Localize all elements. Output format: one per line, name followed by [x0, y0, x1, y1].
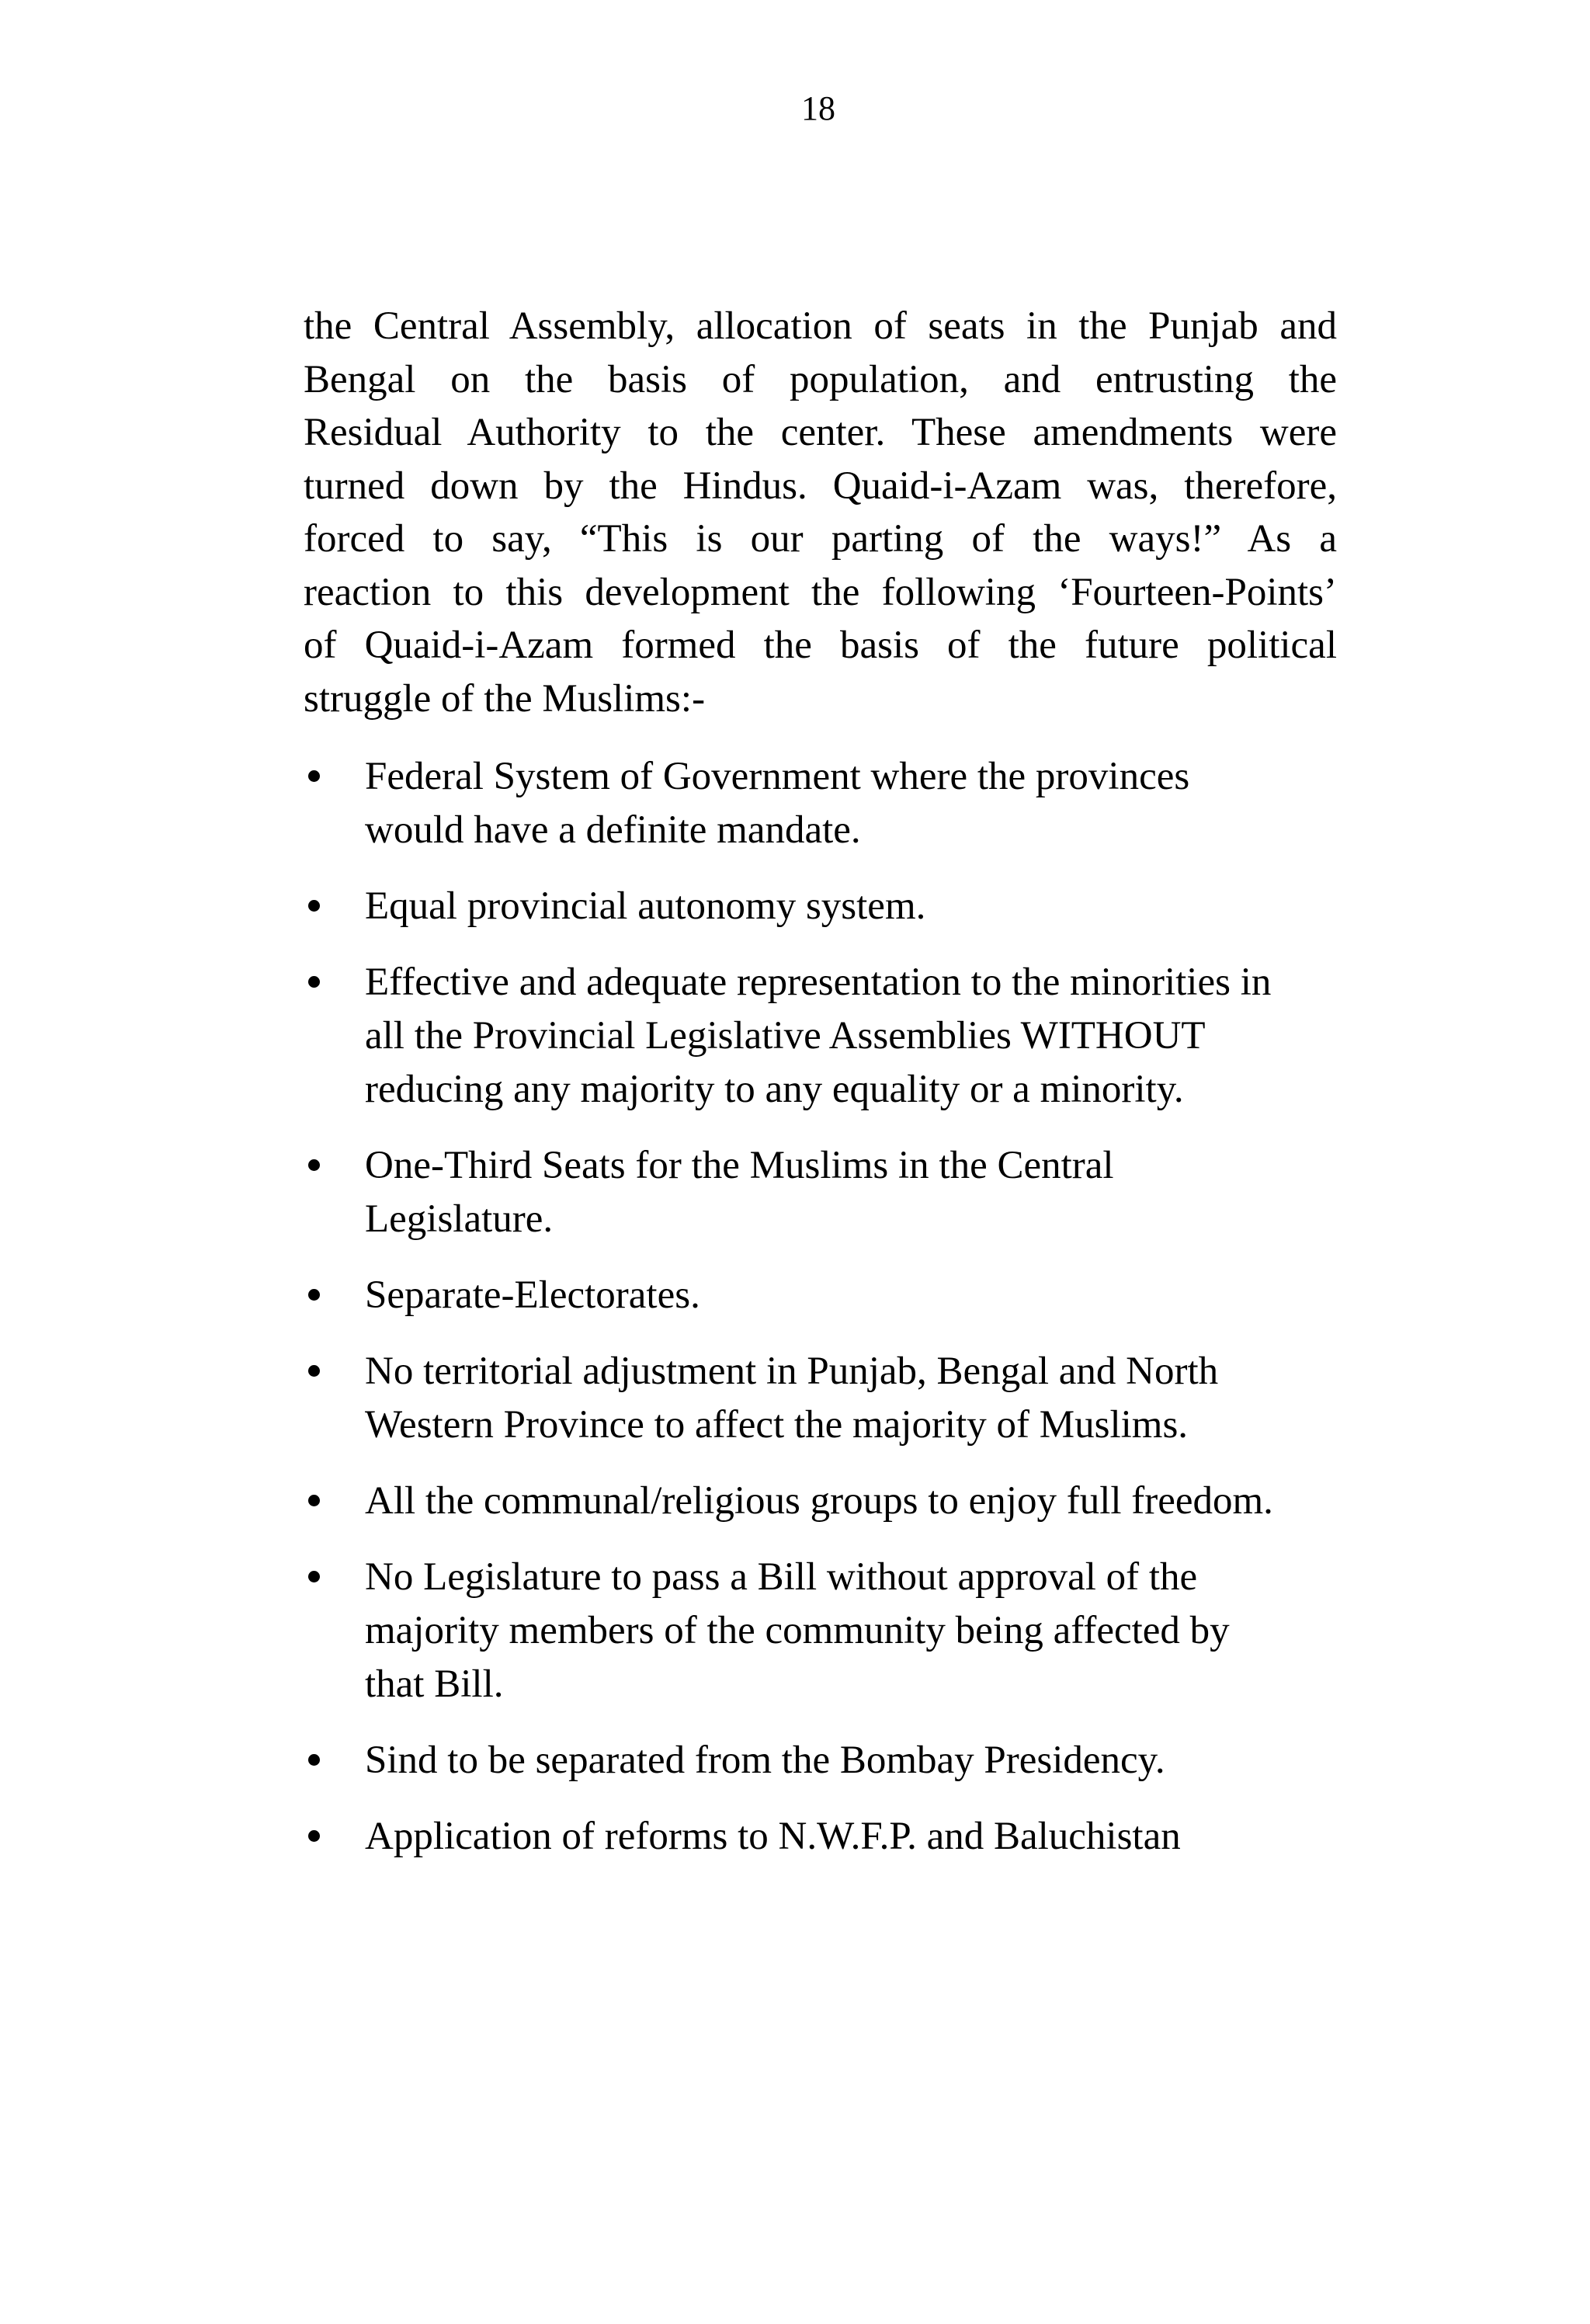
list-item-line: Separate-Electorates. [365, 1273, 700, 1317]
list-item [304, 1269, 1359, 1322]
list-item-line: Legislature. [365, 1197, 554, 1241]
paragraph-line: the Central Assembly, allocation of seats in the Punjab and [304, 304, 1337, 348]
paragraph-line: Bengal on the basis of population, and entrusting the [304, 357, 1337, 401]
fourteen-points-list [304, 750, 1359, 1886]
paragraph-line: of Quaid-i-Azam formed the basis of the future political [304, 624, 1337, 667]
list-item-line: would have a definite mandate. [365, 808, 861, 852]
list-item [304, 750, 1359, 857]
paragraph-line: reaction to this development the following ‘Fourteen-Points’ [304, 570, 1337, 614]
bullet-icon [304, 1345, 335, 1398]
list-item [304, 1345, 1359, 1452]
paragraph-line: struggle of the Muslims:- [304, 676, 706, 721]
bullet-icon [304, 1475, 335, 1528]
list-item-line: Effective and adequate representation to the minorities in [365, 961, 1272, 1004]
list-item-line: majority members of the community being affected by [365, 1609, 1230, 1652]
paragraph-line: turned down by the Hindus. Quaid-i-Azam was, therefore, [304, 464, 1337, 508]
list-item [304, 1551, 1359, 1711]
list-item-line: that Bill. [365, 1662, 504, 1706]
list-item-line: One-Third Seats for the Muslims in the Central [365, 1144, 1114, 1187]
bullet-icon [304, 750, 335, 804]
bullet-icon [304, 1734, 335, 1787]
list-item-line: Federal System of Government where the provinces [365, 755, 1190, 798]
list-item-line: Sind to be separated from the Bombay Presidency. [365, 1739, 1165, 1782]
page-number: 18 [801, 89, 835, 127]
list-item [304, 1139, 1359, 1246]
paragraph-line: Residual Authority to the center. These amendments were [304, 411, 1337, 454]
bullet-icon [304, 956, 335, 1009]
paragraph-line: forced to say, “This is our parting of the ways!” As a [304, 517, 1337, 561]
list-item [304, 1810, 1359, 1864]
list-item [304, 880, 1359, 933]
bullet-icon [304, 1269, 335, 1322]
bullet-icon [304, 1551, 335, 1604]
body-paragraph [304, 300, 1337, 725]
list-item [304, 956, 1359, 1117]
bullet-icon [304, 880, 335, 933]
list-item-line: Application of reforms to N.W.F.P. and Baluchistan [365, 1815, 1181, 1858]
list-item-line: No Legislature to pass a Bill without approval of the [365, 1555, 1198, 1599]
list-item-line: No territorial adjustment in Punjab, Bengal and North [365, 1350, 1219, 1393]
bullet-icon [304, 1810, 335, 1864]
list-item [304, 1734, 1359, 1787]
list-item-line: reducing any majority to any equality or a minority. [365, 1068, 1184, 1111]
bullet-icon [304, 1139, 335, 1193]
list-item-line: all the Provincial Legislative Assemblies WITHOUT [365, 1014, 1206, 1058]
list-item-line: Western Province to affect the majority of Muslims. [365, 1403, 1189, 1447]
list-item-line: All the communal/religious groups to enjoy full freedom. [365, 1479, 1273, 1523]
list-item [304, 1475, 1359, 1528]
list-item-line: Equal provincial autonomy system. [365, 884, 926, 928]
